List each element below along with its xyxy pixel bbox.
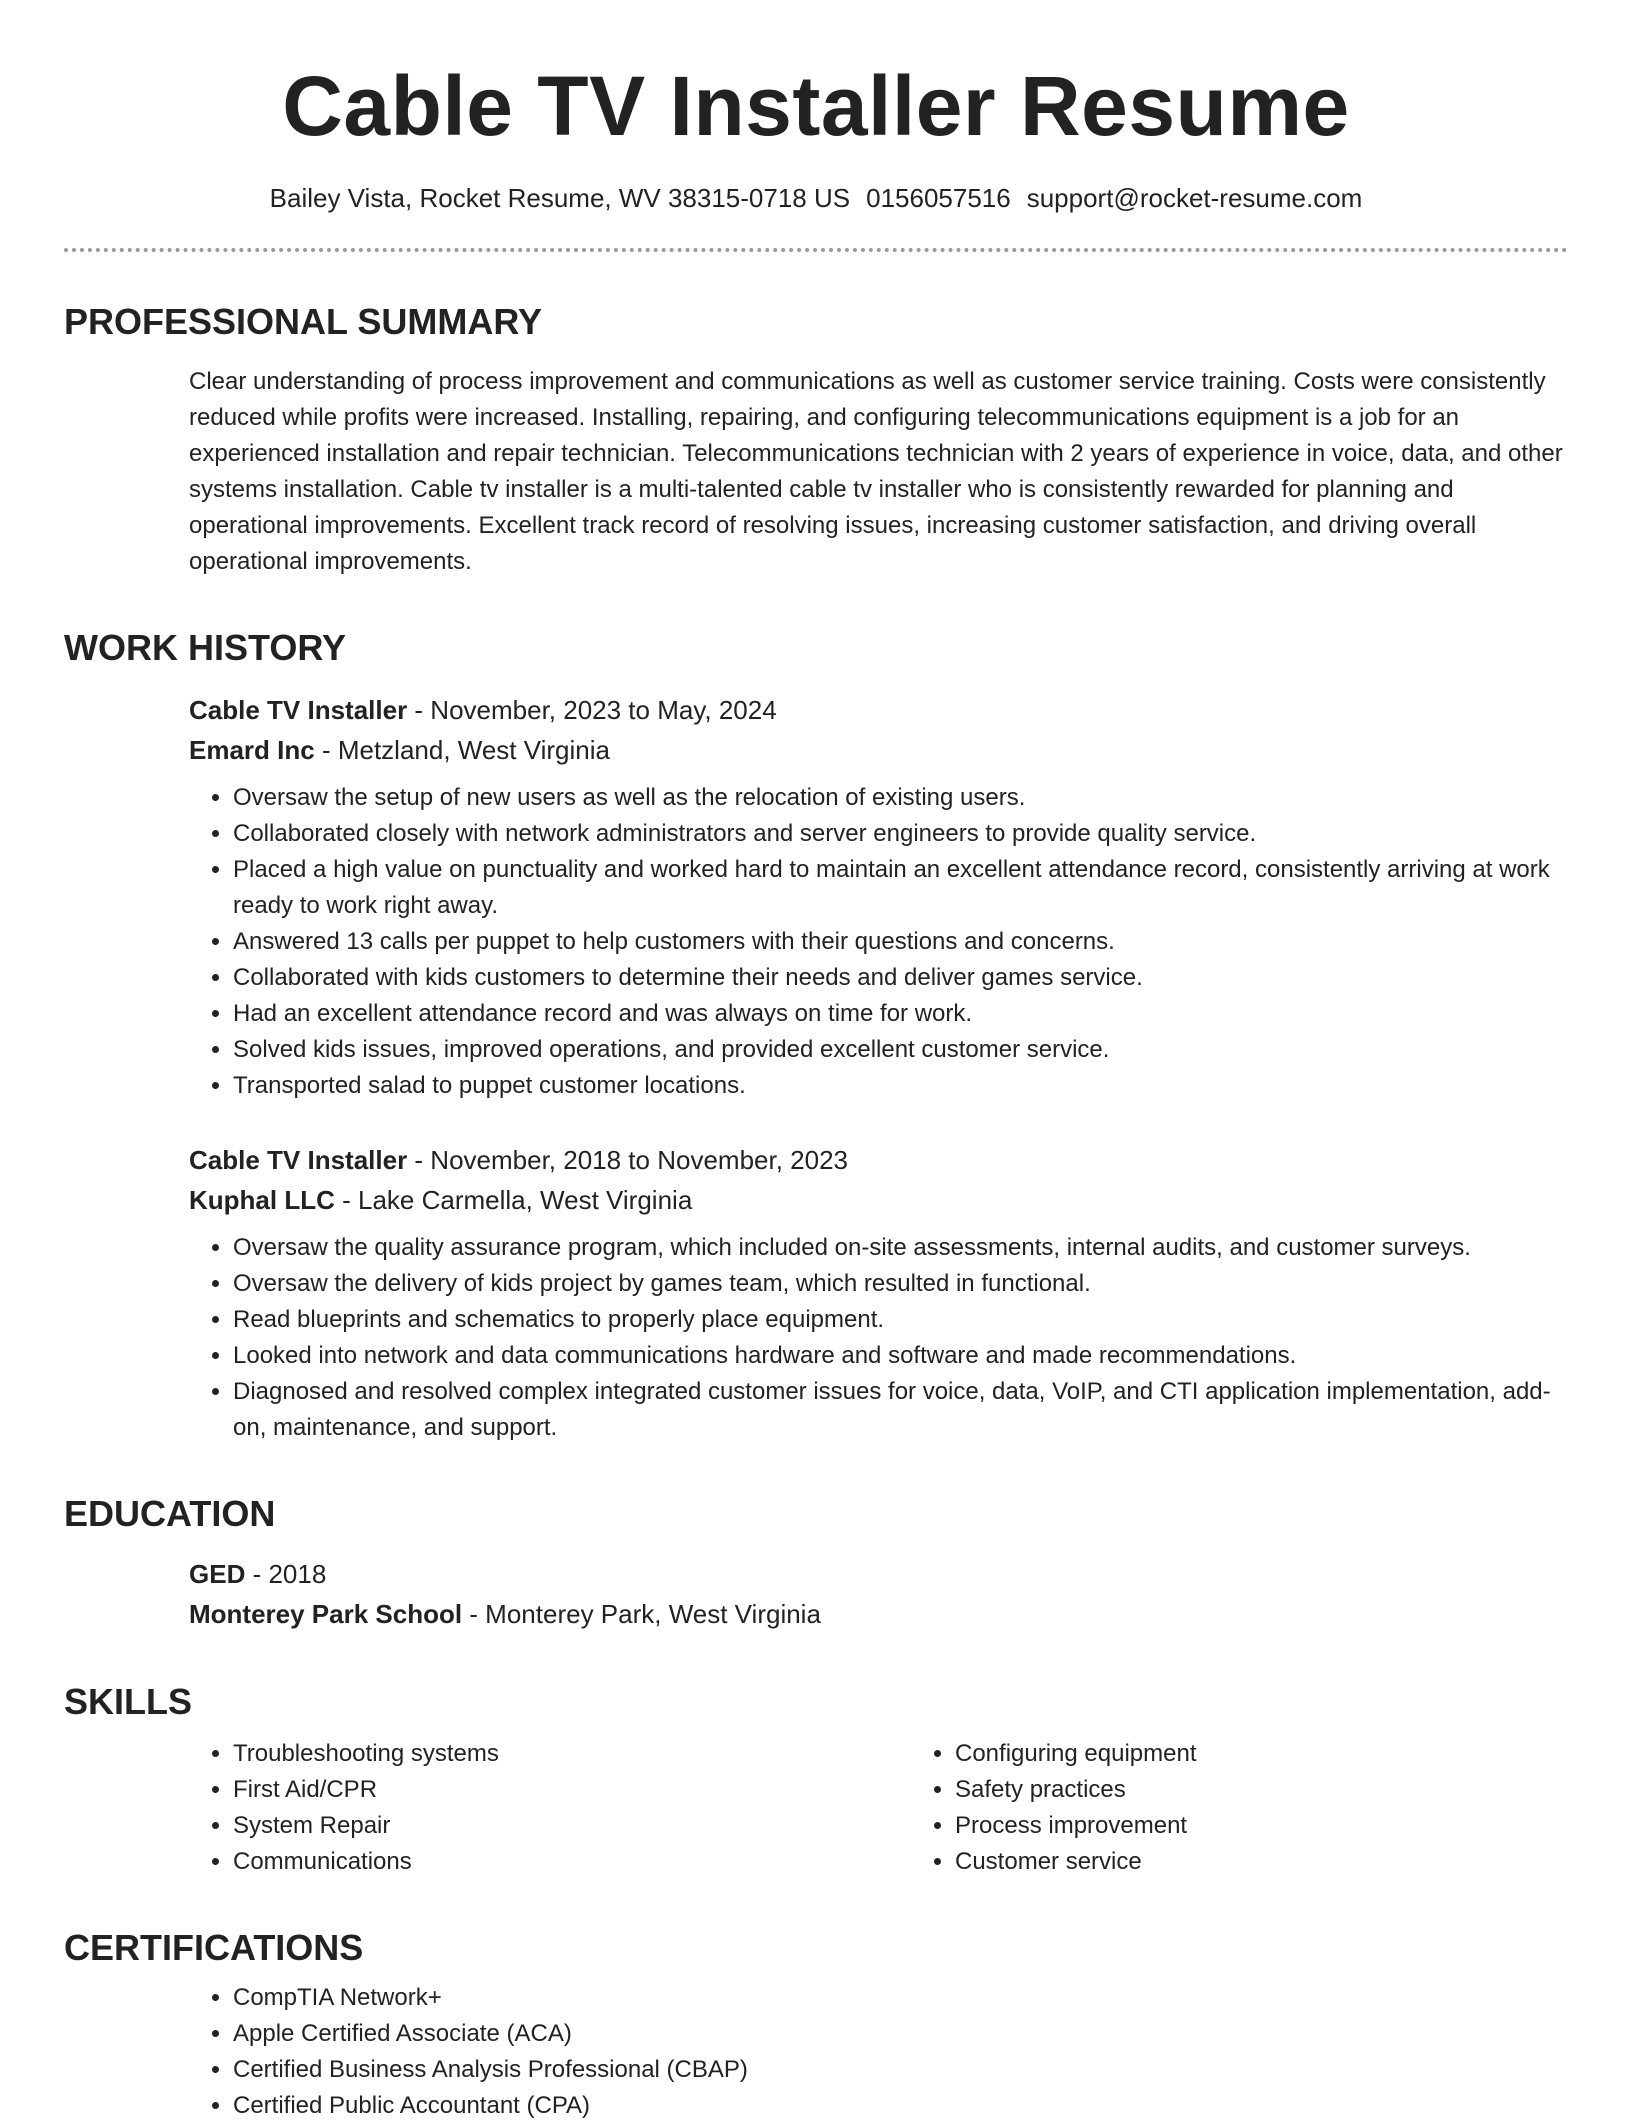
certifications-section bbox=[64, 1926, 1568, 2124]
certification-item: • Certified Business Analysis Professional (CBAP) bbox=[233, 2052, 1568, 2088]
skill-item: • Troubleshooting systems bbox=[233, 1736, 911, 1772]
job-bullet: • Had an excellent attendance record and was always on time for work. bbox=[233, 996, 1568, 1032]
job-bullet: • Looked into network and data communications hardware and software and made recommendations. bbox=[233, 1338, 1568, 1374]
job-bullet: • Diagnosed and resolved complex integrated customer issues for voice, data, VoIP, and CTI application implementation, add-on, maintenance, and support. bbox=[233, 1374, 1568, 1446]
certifications-list bbox=[189, 1980, 1568, 2124]
skills-grid bbox=[189, 1736, 1568, 1880]
job-bullets bbox=[189, 780, 1568, 1104]
job-company-line bbox=[189, 1180, 1568, 1220]
job-bullet: • Collaborated with kids customers to determine their needs and deliver games service. bbox=[233, 960, 1568, 996]
skill-item: • First Aid/CPR bbox=[233, 1772, 911, 1808]
job-bullet: • Answered 13 calls per puppet to help customers with their questions and concerns. bbox=[233, 924, 1568, 960]
contact-phone: 0156057516 bbox=[866, 183, 1011, 213]
summary-heading: PROFESSIONAL SUMMARY bbox=[64, 301, 543, 342]
job-bullet: • Solved kids issues, improved operations, and provided excellent customer service. bbox=[233, 1032, 1568, 1068]
job-title: Cable TV Installer bbox=[189, 1145, 408, 1175]
certification-item: • CompTIA Network+ bbox=[233, 1980, 1568, 2016]
job-dates: - November, 2023 to May, 2024 bbox=[407, 695, 777, 725]
education-heading: EDUCATION bbox=[64, 1493, 276, 1534]
education-section bbox=[64, 1492, 1568, 1634]
skill-item: • Safety practices bbox=[955, 1772, 1632, 1808]
job-bullet: • Transported salad to puppet customer locations. bbox=[233, 1068, 1568, 1104]
job-bullets bbox=[189, 1230, 1568, 1446]
job-dates: - November, 2018 to November, 2023 bbox=[407, 1145, 848, 1175]
contact-address: Bailey Vista, Rocket Resume, WV 38315-0718 US bbox=[269, 183, 851, 213]
job-location: - Metzland, West Virginia bbox=[314, 735, 610, 765]
skill-item: • Process improvement bbox=[955, 1808, 1632, 1844]
skill-item: • Customer service bbox=[955, 1844, 1632, 1880]
summary-section bbox=[64, 300, 1568, 580]
job-bullet: • Read blueprints and schematics to properly place equipment. bbox=[233, 1302, 1568, 1338]
education-school: Monterey Park School bbox=[189, 1599, 463, 1629]
education-year: - 2018 bbox=[245, 1559, 327, 1589]
job-title: Cable TV Installer bbox=[189, 695, 408, 725]
job-entry bbox=[189, 690, 1568, 1104]
contact-line bbox=[64, 182, 1568, 214]
certification-item: • Apple Certified Associate (ACA) bbox=[233, 2016, 1568, 2052]
job-company-line bbox=[189, 730, 1568, 770]
job-title-line bbox=[189, 1140, 1568, 1180]
job-bullet: • Oversaw the setup of new users as well as the relocation of existing users. bbox=[233, 780, 1568, 816]
skill-item: • Configuring equipment bbox=[955, 1736, 1632, 1772]
summary-text: Clear understanding of process improvement and communications as well as customer service training. Costs were consistently reduced while profits were increased. Installing, repairing, and configuring telecommunications equipment is a job for an experienced installation and repair technician. Telecommunications technician with 2 years of experience in voice, data, and other systems installation. Cable tv installer is a multi-talented cable tv installer who is consistently rewarded for planning and operational improvements. Excellent track record of resolving issues, increasing customer satisfaction, and driving overall operational improvements. bbox=[189, 368, 1563, 575]
job-location: - Lake Carmella, West Virginia bbox=[334, 1185, 693, 1215]
job-company: Kuphal LLC bbox=[189, 1185, 335, 1215]
work-history-heading: WORK HISTORY bbox=[64, 627, 347, 668]
skills-heading: SKILLS bbox=[64, 1681, 193, 1722]
job-company: Emard Inc bbox=[189, 735, 315, 765]
skills-list-left bbox=[189, 1736, 911, 1880]
education-degree-line bbox=[189, 1554, 1568, 1594]
resume-title: Cable TV Installer Resume bbox=[282, 59, 1350, 153]
work-history-section bbox=[64, 626, 1568, 1446]
skills-section bbox=[64, 1680, 1568, 1880]
job-bullet: • Placed a high value on punctuality and worked hard to maintain an excellent attendance record, consistently arriving at work ready to work right away. bbox=[233, 852, 1568, 924]
certification-item: • Certified Public Accountant (CPA) bbox=[233, 2088, 1568, 2124]
job-title-line bbox=[189, 690, 1568, 730]
job-entry bbox=[189, 1140, 1568, 1446]
skills-list-right bbox=[911, 1736, 1632, 1880]
education-school-line bbox=[189, 1594, 1568, 1634]
header-divider bbox=[64, 248, 1568, 252]
skill-item: • Communications bbox=[233, 1844, 911, 1880]
skill-item: • System Repair bbox=[233, 1808, 911, 1844]
job-bullet: • Collaborated closely with network administrators and server engineers to provide quality service. bbox=[233, 816, 1568, 852]
job-bullet: • Oversaw the delivery of kids project by games team, which resulted in functional. bbox=[233, 1266, 1568, 1302]
education-location: - Monterey Park, West Virginia bbox=[462, 1599, 821, 1629]
contact-email: support@rocket-resume.com bbox=[1026, 183, 1363, 213]
education-degree: GED bbox=[189, 1559, 246, 1589]
certifications-heading: CERTIFICATIONS bbox=[64, 1927, 364, 1968]
job-bullet: • Oversaw the quality assurance program, which included on-site assessments, internal audits, and customer surveys. bbox=[233, 1230, 1568, 1266]
